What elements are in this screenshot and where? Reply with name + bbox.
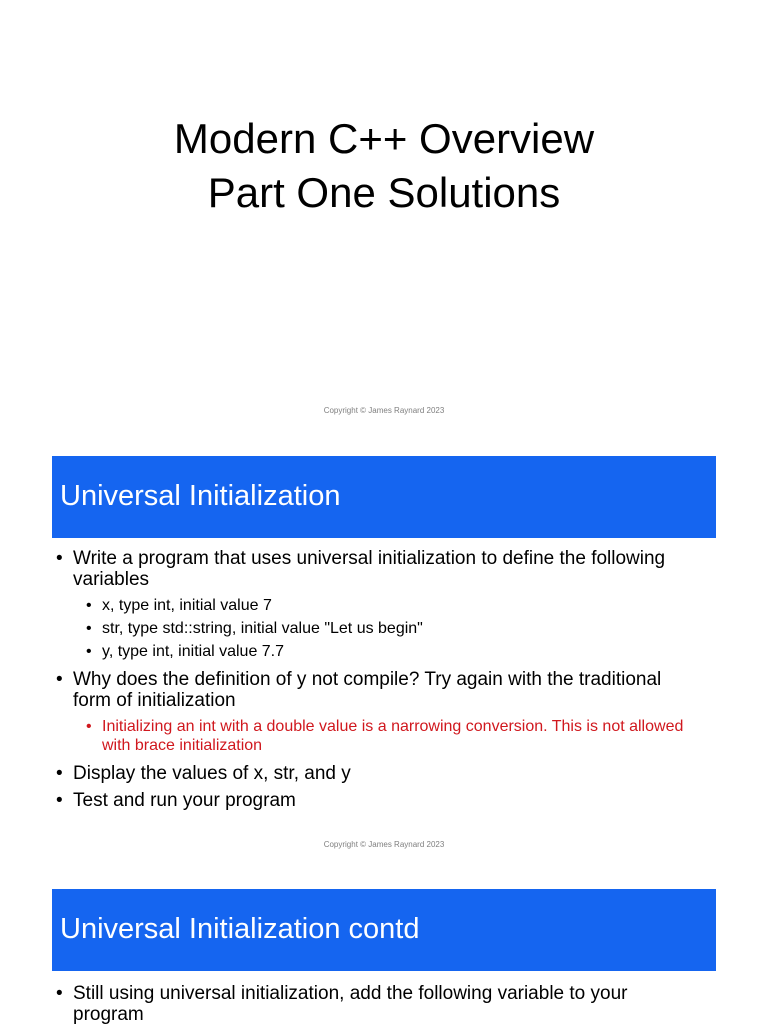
- slide-heading-banner: [52, 456, 716, 538]
- bullet-item: • Still using universal initialization, add the following variable to your program: [56, 983, 696, 1024]
- sub-bullet-item: • y, type int, initial value 7.7: [56, 642, 696, 661]
- title-line-2: Part One Solutions: [207, 169, 561, 216]
- bullet-item: • Write a program that uses universal initialization to define the following variables: [56, 548, 696, 590]
- copyright-footer: Copyright © James Raynard 2023: [323, 840, 445, 849]
- slide-heading: Universal Initialization: [60, 480, 341, 512]
- bullet-list: [56, 548, 696, 817]
- universal-initialization-slide: [0, 434, 768, 866]
- title-slide: [0, 0, 768, 432]
- bullet-list: [56, 983, 696, 1024]
- copyright-footer: Copyright © James Raynard 2023: [323, 406, 445, 415]
- sub-bullet-item: • str, type std::string, initial value "Let us begin": [56, 619, 696, 638]
- title-line-1: Modern C++ Overview: [173, 115, 595, 162]
- bullet-item: • Why does the definition of y not compile? Try again with the traditional form of initialization: [56, 669, 696, 711]
- universal-initialization-contd-slide: [0, 868, 768, 1024]
- slide-heading: Universal Initialization contd: [60, 913, 420, 945]
- slide-heading-banner: [52, 889, 716, 971]
- bullet-item: • Test and run your program: [56, 790, 696, 811]
- bullet-item: • Display the values of x, str, and y: [56, 763, 696, 784]
- answer-sub-bullet: • Initializing an int with a double value is a narrowing conversion. This is not allowed with brace initialization: [56, 717, 696, 755]
- sub-bullet-item: • x, type int, initial value 7: [56, 596, 696, 615]
- slide-title: [0, 112, 768, 220]
